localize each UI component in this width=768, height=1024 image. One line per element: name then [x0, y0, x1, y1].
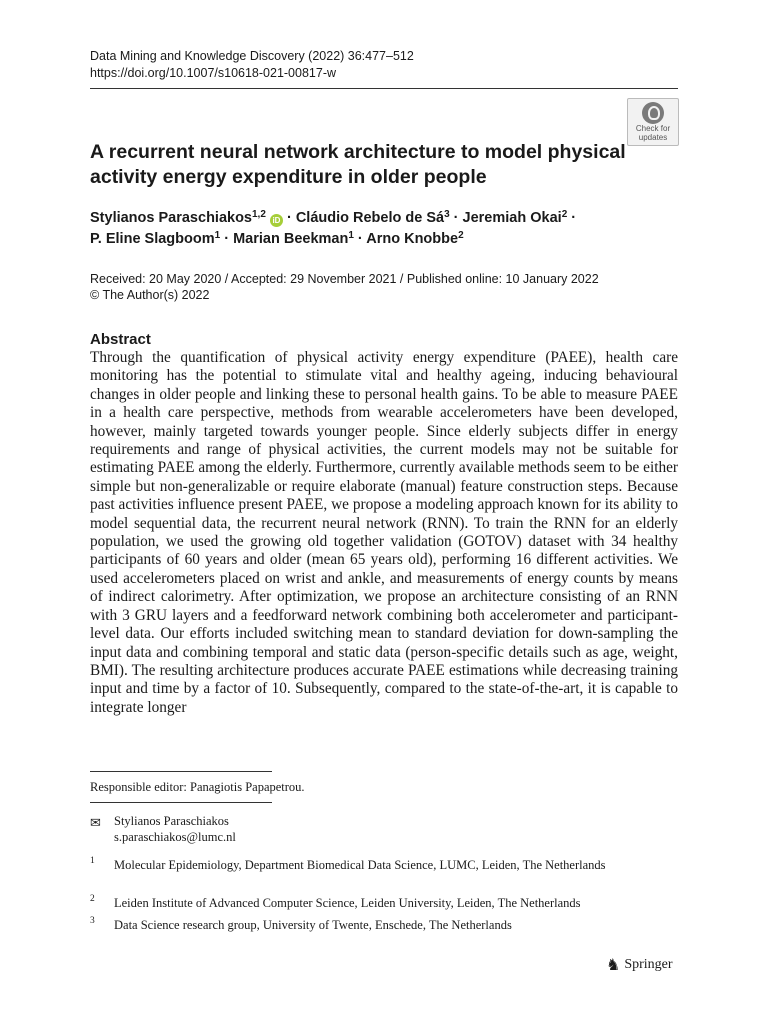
- article-title: A recurrent neural network architecture to model physical activity energy expenditure in older people: [90, 141, 626, 188]
- author-affiliation: 3: [444, 209, 450, 220]
- footnote-rule: [90, 771, 272, 772]
- contact-name: Stylianos Paraschiakos: [114, 814, 229, 828]
- history-dates: Received: 20 May 2020 / Accepted: 29 November 2021 / Published online: 10 January 2022: [90, 272, 599, 286]
- springer-logo: [606, 955, 673, 975]
- orcid-icon[interactable]: iD: [270, 214, 283, 227]
- affiliation-text: Data Science research group, University of Twente, Enschede, The Netherlands: [114, 918, 512, 932]
- check-updates-label: Check for updates: [635, 124, 671, 142]
- responsible-editor: Responsible editor: Panagiotis Papapetrou.: [90, 780, 305, 794]
- author-affiliation: 1: [348, 230, 354, 241]
- author-list: Stylianos Paraschiakos$^{1,2}$ iD · Cláudio Rebelo de $Sá^3$ · Jeremiah Okai$^2$ · P. Eline Slagboom$^1$ · Marian Beekman$^1$ · Arno Knobbe$^2$: [90, 209, 577, 247]
- journal-header: [90, 48, 414, 82]
- author-name[interactable]: Stylianos Paraschiakos: [90, 210, 252, 226]
- corresponding-author: [114, 813, 236, 845]
- envelope-icon: ✉: [90, 815, 101, 830]
- author-affiliation: 2: [458, 230, 464, 241]
- author-affiliation: 1,2: [252, 209, 266, 220]
- header-rule: [90, 88, 678, 89]
- author-name[interactable]: Jeremiah Okai: [462, 210, 562, 226]
- check-for-updates-badge[interactable]: [627, 98, 679, 146]
- check-updates-icon: [642, 102, 664, 124]
- affiliation-text: Leiden Institute of Advanced Computer Science, Leiden University, Leiden, The Netherlands: [114, 896, 581, 910]
- journal-citation: Data Mining and Knowledge Discovery (2022) 36:477–512: [90, 49, 414, 63]
- springer-horse-icon: ♞: [606, 957, 621, 974]
- affiliation-number: 3: [90, 916, 95, 926]
- copyright-line: © The Author(s) 2022: [90, 288, 210, 302]
- publisher-name: Springer: [624, 957, 673, 972]
- footnote-rule: [90, 802, 272, 803]
- author-name[interactable]: Cláudio Rebelo de Sá: [295, 210, 445, 226]
- author-name[interactable]: P. Eline Slagboom: [90, 231, 215, 247]
- author-affiliation: 1: [214, 230, 221, 241]
- affiliation-number: 2: [90, 894, 95, 904]
- abstract-text: Through the quantification of physical activity energy expenditure (PAEE), health care monitoring has the potential to stimulate vital and healthy ageing, inducing behavioural changes in older people and linking these to personal health gains. To be able to measure PAEE in a health care perspective, methods from wearable accelerometers have been developed, however, mainly targeted towards younger people. Since elderly subjects differ in energy requirements and range of physical activities, the current models may not be suitable for estimating PAEE among the elderly. Furthermore, currently available methods seem to be either simple but non-generalizable or require elaborate (manual) feature construction steps. Because past activities influence present PAEE, we propose a modeling approach known for its ability to model sequential data, the recurrent neural network (RNN). To train the RNN for an elderly population, we used the growing old together validation (GOTOV) dataset with 34 healthy participants of 60 years and older (mean 65 years old), performing 16 different activities. We used accelerometers placed on wrist and ankle, and measurements of energy counts by means of indirect calorimetry. After optimization, we propose an architecture consisting of an RNN with 3 GRU layers and a feedforward network combining both accelerometer and participant-level data. Our efforts included switching mean to standard deviation for down-sampling the input data and combining temporal and static data (person-specific details such as age, weight, BMI). The resulting architecture produces accurate PAEE estimations while decreasing training input and time by a factor of 10. Subsequently, compared to the state-of-the-art, it is capable to integrate longer: [90, 349, 678, 716]
- author-name[interactable]: Marian Beekman: [233, 231, 349, 247]
- abstract-heading: Abstract: [90, 331, 151, 348]
- contact-email[interactable]: s.paraschiakos@lumc.nl: [114, 830, 236, 844]
- publication-dates: [90, 271, 690, 303]
- author-name[interactable]: Arno Knobbe: [366, 231, 459, 247]
- affiliation-number: 1: [90, 856, 95, 866]
- doi-link[interactable]: https://doi.org/10.1007/s10618-021-00817-w: [90, 66, 337, 80]
- author-affiliation: 2: [561, 209, 568, 220]
- affiliation-text: Molecular Epidemiology, Department Biomedical Data Science, LUMC, Leiden, The Netherlands: [114, 858, 606, 872]
